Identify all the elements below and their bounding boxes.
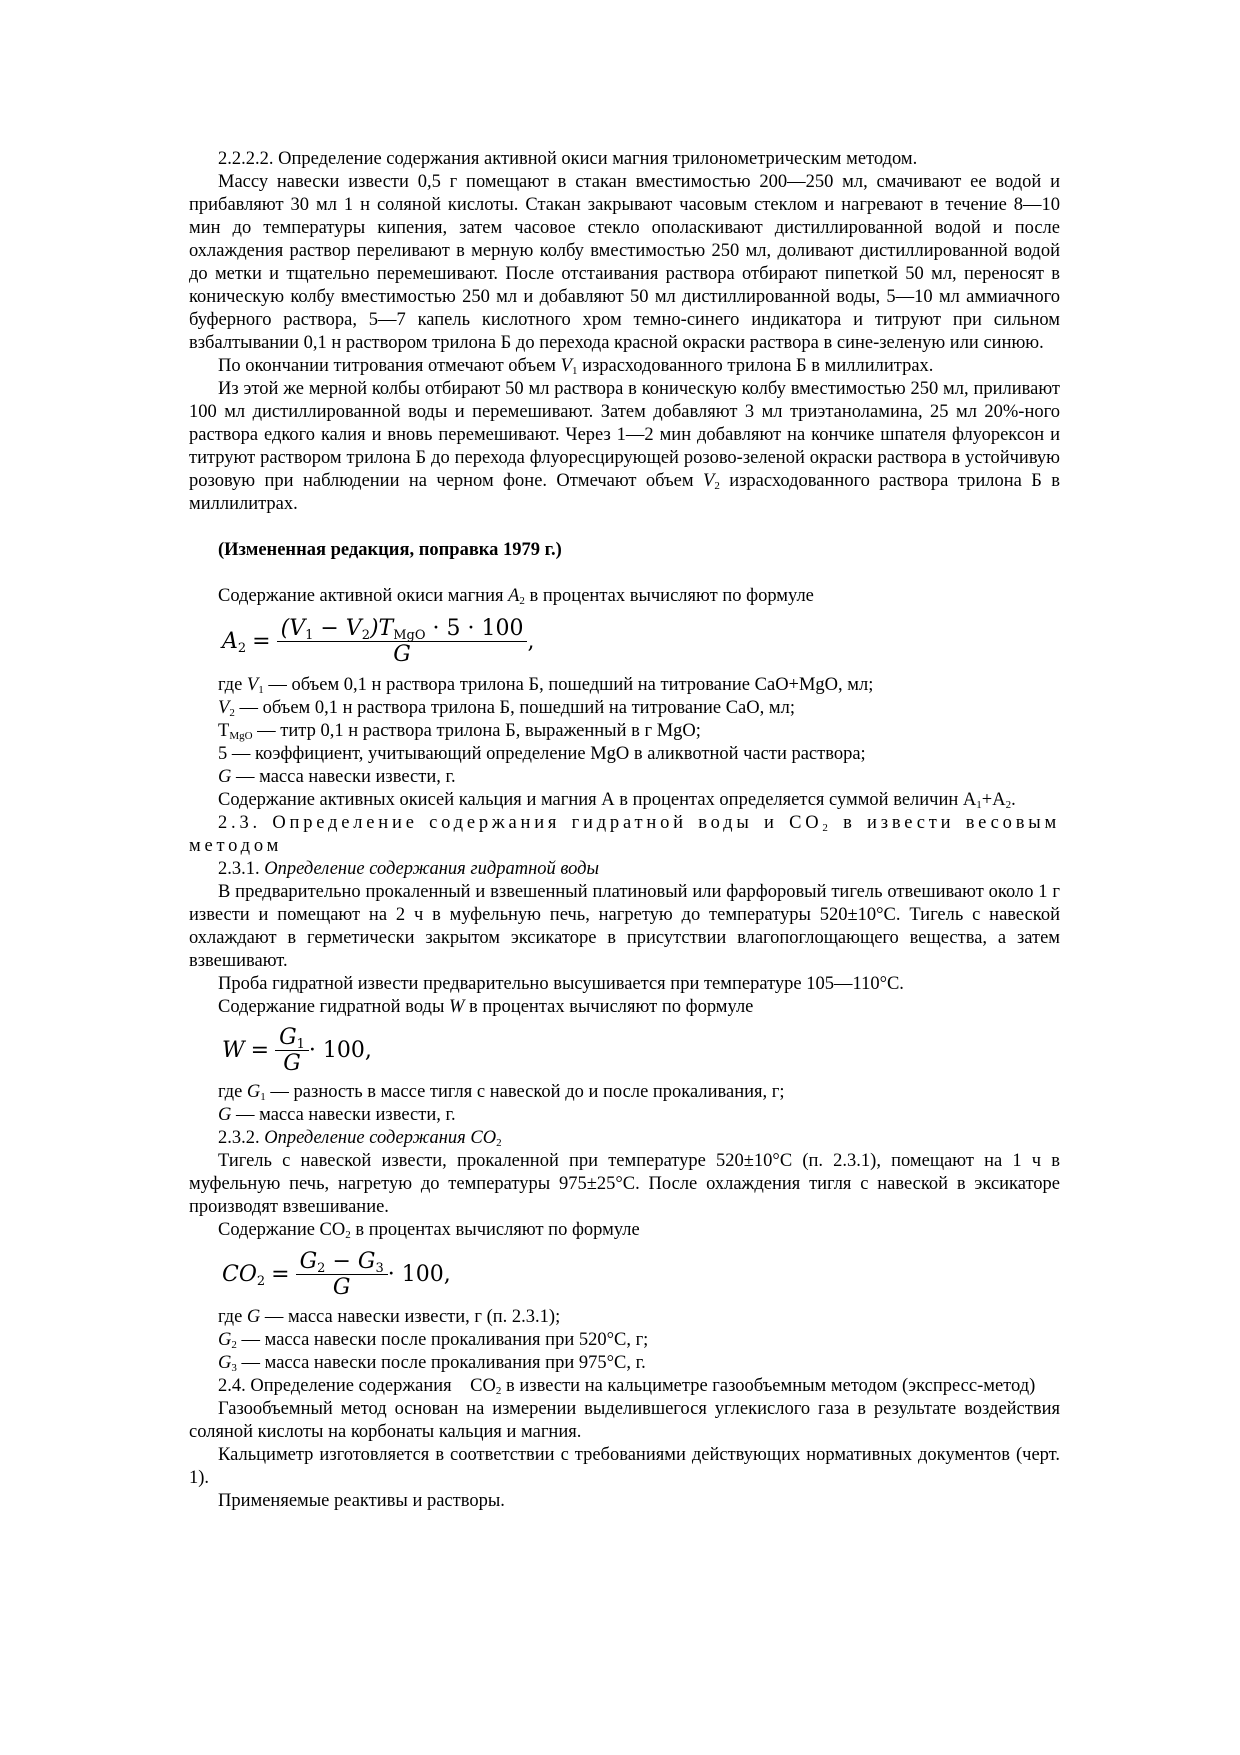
spacer xyxy=(189,516,1060,539)
formula-fraction xyxy=(275,1026,309,1075)
spacer xyxy=(189,562,1060,585)
where-t-mgo: $Т_{MgO}$ — титр 0,1 н раствора трилона Б, выраженный в г MgO; xyxy=(218,721,701,742)
where-g: G — масса навески извести, г. xyxy=(218,767,456,787)
formula-lhs: $A_2$ xyxy=(222,628,247,656)
formula-equals: = xyxy=(252,628,271,654)
paragraph-gas-method: Газообъемный метод основан на измерении выделившегося углекислого газа в результате воздействия соляной кислоты на корбонаты кальция и магния. xyxy=(189,1399,1060,1442)
paragraph-reagents: Применяемые реактивы и растворы. xyxy=(218,1491,505,1511)
formula-denominator: G xyxy=(332,1274,351,1300)
where-g3: $G_3$ — масса навески после прокаливания при 975°С, г. xyxy=(218,1353,646,1374)
formula-fraction xyxy=(277,617,528,666)
formula-numerator: $(V_1 - V_2)T_{MgO} \cdot 5 \cdot 100$ xyxy=(277,617,528,642)
paragraph-sum: Содержание активных окисей кальция и магния А в процентах определяется суммой величин $А_1+А_2$. xyxy=(218,790,1016,811)
amendment-note: (Измененная редакция, поправка 1979 г.) xyxy=(218,540,562,560)
where-g1: где $G_1$ — разность в массе тигля с навеской до и после прокаливания, г; xyxy=(218,1082,785,1103)
where-g2: $G_2$ — масса навески после прокаливания при 520°С, г; xyxy=(218,1330,649,1351)
where-coefficient: 5 — коэффициент, учитывающий определение MgO в аликвотной части раствора; xyxy=(218,744,866,764)
paragraph-drying: Проба гидратной извести предварительно высушивается при температуре 105—110°С. xyxy=(218,974,904,994)
formula-co2 xyxy=(222,1242,1060,1306)
section-2-4-title: 2.4. Определение содержания $CO_2$ в извести на кальциметре газообъемным методом (экспресс-метод) xyxy=(218,1376,1036,1397)
formula-equals: = xyxy=(271,1261,290,1287)
formula-water xyxy=(222,1019,1060,1081)
section-2-2-2-2-title: 2.2.2.2. Определение содержания активной окиси магния трилонометрическим методом. xyxy=(218,149,918,169)
formula-denominator: G xyxy=(283,1050,301,1076)
formula-numerator: $G_2 - G_3$ xyxy=(296,1250,388,1275)
paragraph-end-titration: По окончании титрования отмечают объем $V_1$ израсходованного трилона Б в миллилитрах. xyxy=(218,356,934,377)
section-2-3-title: 2.3. Определение содержания гидратной воды и $CO_2$ в извести весовым методом xyxy=(189,813,1060,856)
formula-mgo xyxy=(222,608,1060,674)
paragraph-crucible: В предварительно прокаленный и взвешенный платиновый или фарфоровый тигель отвешивают около 1 г извести и помещают на 2 ч в муфельную печь, нагретую до температуры 520±10°С. Тигель с навеской охлаждают в герметически закрытом эксикаторе в присутствии влагопоглощающего вещества, а затем взвешивают. xyxy=(189,882,1060,971)
paragraph-calcination: Тигель с навеской извести, прокаленной при температуре 520±10°С (п. 2.3.1), помещают на 1 ч в муфельную печь, нагретую до температуры 975±25°С. После охлаждения тигля с навеской в эксикаторе производят взвешивание. xyxy=(189,1151,1060,1217)
formula-lhs: W xyxy=(222,1037,245,1063)
formula-denominator: G xyxy=(393,641,411,667)
formula-intro-water: Содержание гидратной воды W в процентах вычисляют по формуле xyxy=(218,997,754,1017)
where-v2: $V_2$ — объем 0,1 н раствора трилона Б, пошедший на титрование CaO, мл; xyxy=(218,698,795,719)
where-g: G — масса навески извести, г. xyxy=(218,1105,456,1125)
document-page xyxy=(189,148,1060,1513)
paragraph-procedure: Массу навески извести 0,5 г помещают в стакан вместимостью 200—250 мл, смачивают ее водой и прибавляют 30 мл 1 н соляной кислоты. Стакан закрывают часовым стеклом и нагревают в течение 8—10 мин до температуры кипения, затем часовое стекло ополаскивают дистиллированной водой и после охлаждения раствор переливают в мерную колбу вместимостью 250 мл, доливают дистиллированной водой до метки и тщательно перемешивают. После отстаивания раствора отбирают пипеткой 50 мл, переносят в коническую колбу вместимостью 250 мл и добавляют 50 мл дистиллированной воды, 5—10 мл аммиачного буферного раствора, 5—7 капель кислотного хром темно-синего индикатора и титруют при сильном взбалтывании 0,1 н раствором трилона Б до перехода красной окраски раствора в сине-зеленую или синюю. xyxy=(189,172,1060,353)
paragraph-calcimeter: Кальциметр изготовляется в соответствии с требованиями действующих нормативных документов (черт. 1). xyxy=(189,1445,1060,1488)
formula-intro-mgo: Содержание активной окиси магния $A_2$ в процентах вычисляют по формуле xyxy=(218,586,814,607)
where-g-ref: где G — масса навески извести, г (п. 2.3.1); xyxy=(218,1307,561,1327)
formula-fraction xyxy=(296,1250,388,1299)
paragraph-second-titration: Из этой же мерной колбы отбирают 50 мл раствора в коническую колбу вместимостью 250 мл, приливают 100 мл дистиллированной воды и перемешивают. Затем добавляют 3 мл триэтаноламина, 25 мл 20%-ного раствора едкого калия и вновь перемешивают. Через 1—2 мин добавляют на кончике шпателя флуорексон и титруют раствором трилона Б до перехода флуоресцирующей розово-зеленой окраски раствора в устойчивую розовую при наблюдении на черном фоне. Отмечают объем $V_2$ израсходованного раствора трилона Б в миллилитрах. xyxy=(189,379,1060,514)
formula-numerator: $G_1$ xyxy=(275,1026,309,1051)
formula-intro-co2: Содержание $CO_2$ в процентах вычисляют по формуле xyxy=(218,1220,640,1241)
formula-lhs: $CO_2$ xyxy=(222,1261,266,1289)
formula-tail: · 100, xyxy=(387,1261,451,1287)
formula-tail: , xyxy=(527,628,535,654)
formula-equals: = xyxy=(250,1037,270,1063)
formula-tail: · 100, xyxy=(308,1037,372,1063)
where-v1: где $V_1$ — объем 0,1 н раствора трилона Б, пошедший на титрование CaO+MgO, мл; xyxy=(218,675,874,696)
section-2-3-2-title: 2.3.2. Определение содержания $CO_2$ xyxy=(218,1128,502,1149)
section-2-3-1-title: 2.3.1. Определение содержания гидратной воды xyxy=(218,859,600,879)
